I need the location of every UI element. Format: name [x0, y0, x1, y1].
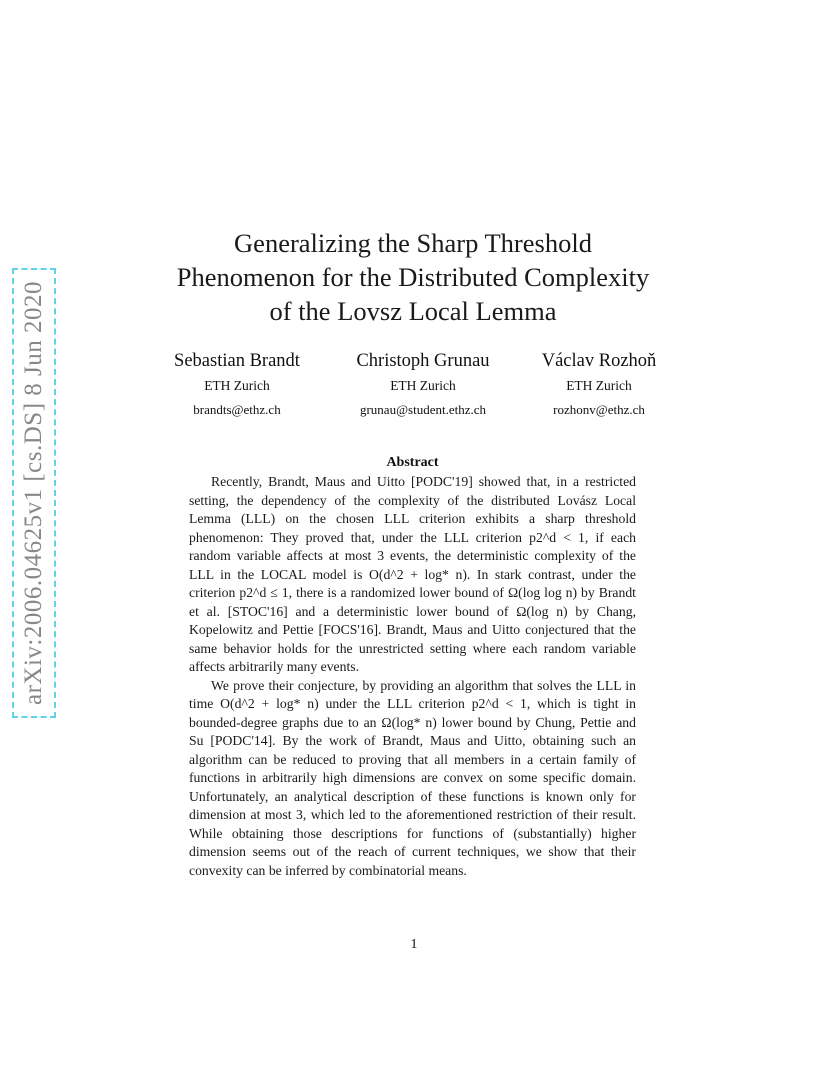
- title-line-1: Generalizing the Sharp Threshold: [234, 228, 592, 258]
- author-email: grunau@student.ethz.ch: [359, 402, 487, 417]
- author-block-3: [532, 350, 666, 418]
- abstract-heading: Abstract: [386, 455, 439, 470]
- author-email: brandts@ethz.ch: [193, 402, 281, 417]
- author-email: rozhonv@ethz.ch: [553, 402, 645, 417]
- author-block-2: [340, 350, 506, 418]
- abstract-paragraph-1: Recently, Brandt, Maus and Uitto [PODC'19] showed that, in a restricted setting, the dependency of the complexity of the distributed Lovász Local Lemma (LLL) on the chosen LLL criterion exhibits a sharp threshold phenomenon: They proved that, under the LLL criterion p2^d < 1, if each random variable affects at most 3 events, the deterministic complexity of the LLL in the LOCAL model is O(d^2 + log* n). In stark contrast, under the criterion p2^d ≤ 1, there is a randomized lower bound of Ω(log log n) by Brandt et al. [STOC'16] and a deterministic lower bound of Ω(log n) by Chang, Kopelowitz and Pettie [FOCS'16]. Brandt, Maus and Uitto conjectured that the same behavior holds for the unrestricted setting where each random variable affects arbitrarily many events.: [189, 474, 636, 674]
- abstract-paragraph-2: We prove their conjecture, by providing an algorithm that solves the LLL in time O(d^2 + log* n) under the LLL criterion p2^d < 1, which is tight in bounded-degree graphs due to an Ω(log* n) lower bound by Chung, Pettie and Su [PODC'14]. By the work of Brandt, Maus and Uitto, obtaining such an algorithm can be reduced to proving that all members in a certain family of functions in arbitrarily high dimensions are convex on some specific domain. Unfortunately, an analytical description of these functions is known only for dimension at most 3, which led to the aforementioned restriction of their result. While obtaining those descriptions for functions of (substantially) higher dimension seems out of the reach of current techniques, we show that their convexity can be inferred by combinatorial means.: [189, 677, 636, 878]
- author-affiliation: ETH Zurich: [204, 378, 270, 393]
- author-block-1: [163, 350, 311, 418]
- author-name: Václav Rozhoň: [541, 351, 657, 371]
- arxiv-identifier-stamp: [12, 268, 56, 718]
- title-line-3: of the Lovsz Local Lemma: [269, 296, 557, 326]
- author-affiliation: ETH Zurich: [566, 378, 632, 393]
- arxiv-identifier: arXiv:2006.04625v1 [cs.DS] 8 Jun 2020: [20, 280, 47, 706]
- page-number: 1: [410, 937, 418, 952]
- author-name: Christoph Grunau: [356, 351, 490, 371]
- paper-title: [140, 226, 686, 328]
- author-affiliation: ETH Zurich: [390, 378, 456, 393]
- title-line-2: Phenomenon for the Distributed Complexity: [176, 262, 650, 292]
- abstract-body: [189, 473, 636, 880]
- author-name: Sebastian Brandt: [174, 351, 300, 371]
